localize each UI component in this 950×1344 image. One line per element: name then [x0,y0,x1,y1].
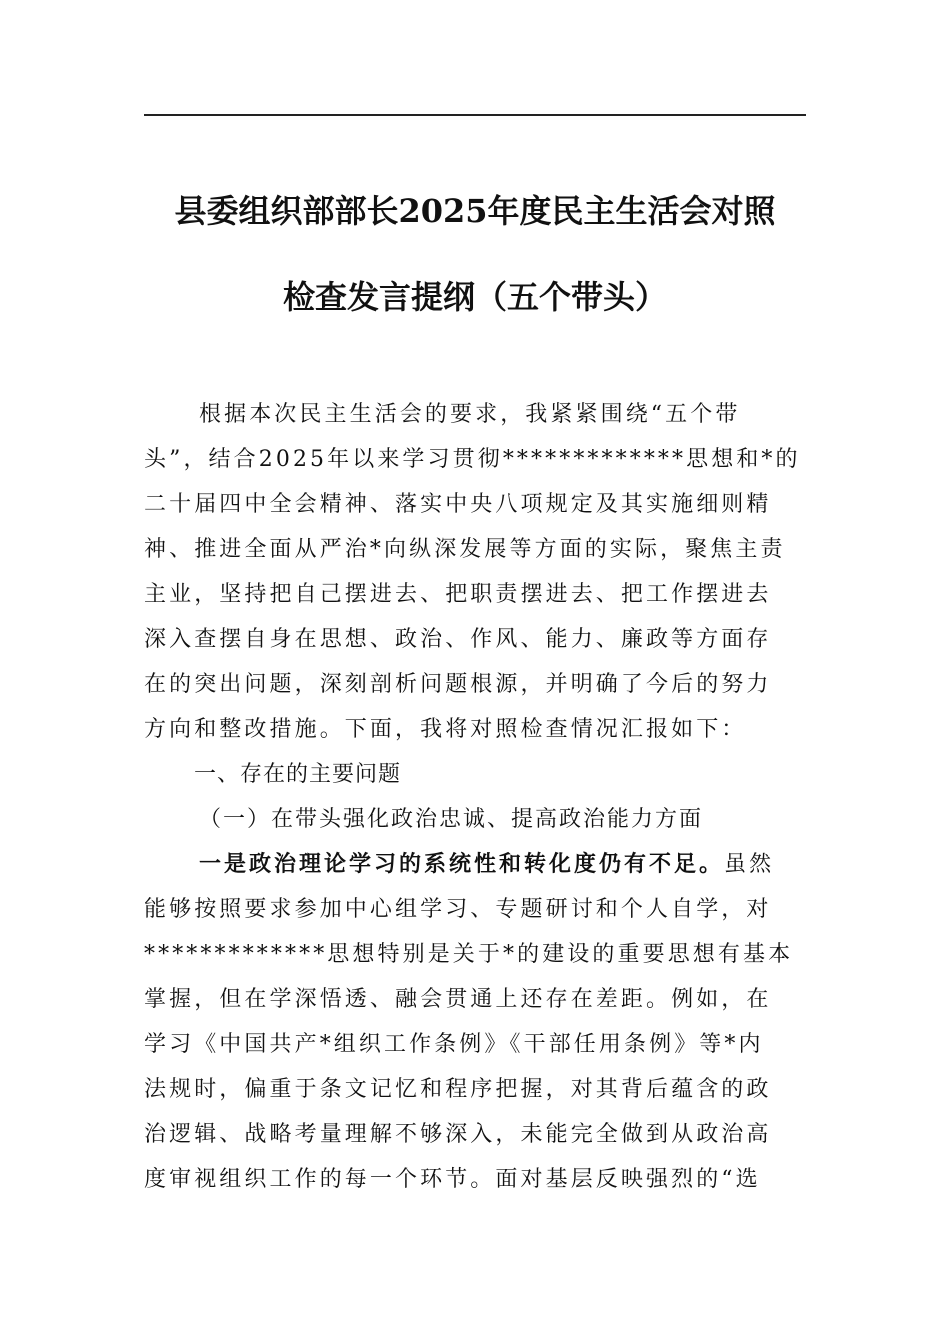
intro-line: 头”，结合2025年以来学习贯彻*************思想和*的 [144,447,801,472]
point-first-tail: 虽然 [724,852,775,877]
point-line: 法规时，偏重于条文记忆和程序把握，对其背后蕴含的政 [144,1077,772,1102]
section-heading: 一、存在的主要问题 [194,762,402,787]
title-line-2: 检查发言提纲（五个带头） [282,278,667,316]
document-title [144,168,806,340]
point-line: 能够按照要求参加中心组学习、专题研讨和个人自学，对 [144,897,772,922]
point-line: 掌握，但在学深悟透、融会贯通上还存在差距。例如，在 [144,987,772,1012]
point-line: *************思想特别是关于*的建设的重要思想有基本 [144,942,794,967]
intro-line: 主业，坚持把自己摆进去、把职责摆进去、把工作摆进去 [144,582,772,607]
intro-line: 深入查摆自身在思想、政治、作风、能力、廉政等方面存 [144,627,772,652]
header-rule [144,114,806,116]
point-line: 学习《中国共产*组织工作条例》《干部任用条例》等*内 [144,1032,764,1057]
point-paragraph [144,842,806,1202]
intro-line: 神、推进全面从严治*向纵深发展等方面的实际，聚焦主责 [144,537,786,562]
point-line: 度审视组织工作的每一个环节。面对基层反映强烈的“选 [144,1167,761,1192]
document-body [144,392,806,1202]
point-lead-sentence: 一是政治理论学习的系统性和转化度仍有不足。 [199,851,725,877]
intro-line: 根据本次民主生活会的要求，我紧紧围绕“五个带 [199,402,741,427]
intro-line: 二十届四中全会精神、落实中央八项规定及其实施细则精 [144,492,772,517]
point-first-line [144,842,806,887]
point-line: 治逻辑、战略考量理解不够深入，未能完全做到从政治高 [144,1122,772,1147]
intro-line: 在的突出问题，深刻剖析问题根源，并明确了今后的努力 [144,672,772,697]
intro-paragraph [144,392,806,752]
subsection-heading: （一）在带头强化政治忠诚、提高政治能力方面 [199,807,704,832]
intro-line: 方向和整改措施。下面，我将对照检查情况汇报如下： [144,717,747,742]
title-line-1: 县委组织部部长2025年度民主生活会对照 [174,192,776,230]
